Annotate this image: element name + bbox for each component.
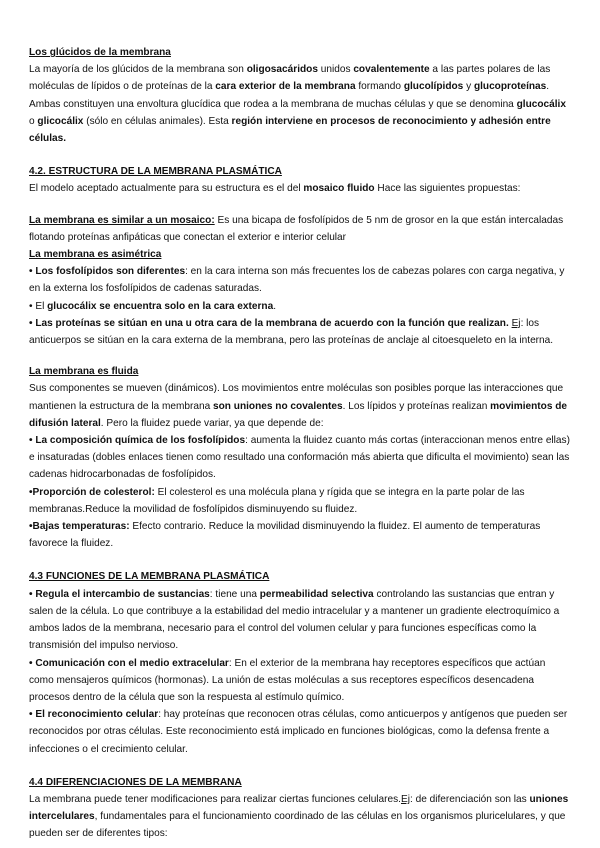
text-run: El modelo aceptado actualmente para su estructura es el del bbox=[29, 183, 304, 195]
text-run: glicocálix bbox=[37, 115, 84, 127]
text-run: covalentemente bbox=[353, 64, 430, 76]
text-run: o bbox=[29, 115, 38, 127]
text-run: Efecto contrario. Reduce la movilidad disminuyendo la fluidez. El aumento de temperaturas favorece la fluidez. bbox=[29, 521, 541, 550]
text-run: : hay proteínas que reconocen otras células, como anticuerpos y antígenos que pueden ser reconocidos por otras células. Este reconocimiento está implicado en funciones biológicas, como la defensa frente a infecciones o el crecimiento celular. bbox=[29, 709, 568, 755]
section-heading: Los glúcidos de la membrana bbox=[29, 47, 171, 58]
section-heading: 4.2. ESTRUCTURA DE LA MEMBRANA PLASMÁTICA bbox=[29, 166, 282, 178]
text-run: , fundamentales para el funcionamiento coordinado de las células en los organismos pluricelulares, y que pueden ser de diferentes tipos: bbox=[29, 811, 566, 840]
text-run: mosaico fluido bbox=[303, 183, 375, 195]
text-run: • Los fosfolípidos son diferentes bbox=[29, 266, 186, 278]
list-item bbox=[29, 655, 570, 707]
text-run: • El bbox=[29, 300, 48, 312]
section-funciones bbox=[29, 568, 570, 757]
text-run: a las partes polares de las moléculas de lípidos o de proteínas de la bbox=[29, 64, 551, 93]
text-run: Ej bbox=[511, 317, 521, 329]
list-item bbox=[29, 263, 570, 297]
text-run: son uniones no covalentes bbox=[213, 400, 343, 412]
text-run: • Comunicación con el medio extracelular bbox=[29, 657, 229, 669]
text-run: glucoproteínas bbox=[473, 81, 547, 93]
text-run: • La composición química de los fosfolípidos bbox=[29, 435, 246, 447]
text-run: y bbox=[463, 81, 474, 93]
text-run: La mayoría de los glúcidos de la membrana son bbox=[29, 64, 247, 76]
list-item bbox=[29, 315, 570, 349]
text-run: uniones intercelulares bbox=[29, 793, 569, 823]
text-run: (sólo en células animales). Esta bbox=[83, 115, 232, 127]
text-run: región interviene en procesos de reconocimiento y adhesión entre células. bbox=[29, 115, 551, 145]
text-run: formando bbox=[355, 81, 404, 93]
section-heading: 4.4 DIFERENCIACIONES DE LA MEMBRANA bbox=[29, 776, 242, 788]
text-run: : En el exterior de la membrana hay receptores específicos que actúan como mensajeros químicos (hormonas). La unión de estas moléculas a sus receptores específicos desencadena procesos dentro de la célula que son la respuesta al estímulo químico. bbox=[29, 657, 546, 703]
text-run: glucocálix bbox=[516, 98, 566, 110]
text-run: : tiene una bbox=[209, 588, 260, 600]
paragraph bbox=[29, 791, 570, 843]
text-run: . Los lípidos y proteínas realizan bbox=[342, 400, 491, 412]
text-run: La membrana es similar a un mosaico: bbox=[29, 214, 215, 226]
text-run: controlando las sustancias que entran y salen de la célula. Lo que contribuye a la estabilidad del medio intracelular y a mantener un gradiente electroquímico a ambos lados de la membrana, necesario para el control del volumen celular y para funciones específicas como la transmisión del impulso nervioso. bbox=[29, 588, 560, 652]
text-run: movimientos de difusión lateral bbox=[29, 400, 568, 429]
section-diferenciaciones bbox=[29, 774, 570, 843]
text-run: • El reconocimiento celular bbox=[29, 709, 159, 721]
text-run: . Pero la fluidez puede variar, ya que depende de: bbox=[100, 417, 324, 429]
text-run: : los anticuerpos se sitúan en la cara externa de la membrana, pero las proteínas de anclaje al citoesqueleto en la interna. bbox=[29, 317, 554, 347]
text-run: Ej bbox=[401, 793, 410, 805]
section-glucidos bbox=[29, 44, 570, 147]
text-run: : en la cara interna son más frecuentes los de cabezas polares con carga negativa, y en la externa los fosfolípidos de cadenas saturadas. bbox=[29, 266, 565, 295]
text-run: glucocálix se encuentra solo en la cara externa bbox=[47, 300, 274, 312]
list-item bbox=[29, 298, 570, 315]
text-run: glucolípidos bbox=[403, 81, 464, 93]
list-item bbox=[29, 586, 570, 655]
paragraph-mosaico bbox=[29, 212, 570, 246]
subheading-fluida: La membrana es fluida bbox=[29, 366, 139, 378]
text-run: La membrana puede tener modificaciones para realizar ciertas funciones celulares. bbox=[29, 793, 401, 805]
text-run: cara exterior de la membrana bbox=[215, 81, 356, 93]
text-run: •Proporción de colesterol: bbox=[29, 486, 155, 498]
text-run: • Regula el intercambio de sustancias bbox=[29, 588, 210, 600]
paragraph bbox=[29, 380, 570, 432]
text-run: Hace las siguientes propuestas: bbox=[374, 183, 521, 195]
text-run: permeabilidad selectiva bbox=[259, 588, 374, 600]
text-run: unidos bbox=[317, 64, 354, 76]
text-run: : aumenta la fluidez cuanto más cortas (interaccionan menos entre ellas) e insaturadas (dobles enlaces tienen como resultado una conformación más abierta que dificulta el movimiento) sean las cadenas hidrocarbonadas de fosfolípidos. bbox=[29, 435, 570, 481]
text-run: • Las proteínas se sitúan en una u otra cara de la membrana de acuerdo con la función que realizan. bbox=[29, 317, 509, 329]
text-run: •Bajas temperaturas: bbox=[29, 521, 130, 533]
text-run: : de diferenciación son las bbox=[409, 793, 530, 805]
list-item bbox=[29, 432, 570, 484]
text-run: . bbox=[273, 300, 277, 312]
text-run: Sus componentes se mueven (dinámicos). Los movimientos entre moléculas son posibles porque las interacciones que mantienen la estructura de la membrana bbox=[29, 383, 564, 412]
subheading-asimetrica: La membrana es asimétrica bbox=[29, 249, 162, 261]
list-item bbox=[29, 484, 570, 518]
paragraph bbox=[29, 180, 570, 197]
text-run: . Ambas constituyen una envoltura glucídica que rodea a la membrana de muchas células y que se denomina bbox=[29, 81, 550, 110]
text-run: El colesterol es una molécula plana y rígida que se integra en la parte polar de las membranas.Reduce la movilidad de fosfolípidos disminuyendo su fluidez. bbox=[29, 486, 525, 515]
section-estructura bbox=[29, 163, 570, 552]
text-run: Es una bicapa de fosfolípidos de 5 nm de grosor en la que están intercaladas flotando proteínas anfipáticas que conectan el exterior e interior celular bbox=[29, 214, 564, 243]
section-heading: 4.3 FUNCIONES DE LA MEMBRANA PLASMÁTICA bbox=[29, 571, 270, 583]
list-item bbox=[29, 706, 570, 758]
list-item bbox=[29, 518, 570, 552]
paragraph bbox=[29, 61, 570, 147]
text-run: oligosacáridos bbox=[246, 64, 318, 76]
